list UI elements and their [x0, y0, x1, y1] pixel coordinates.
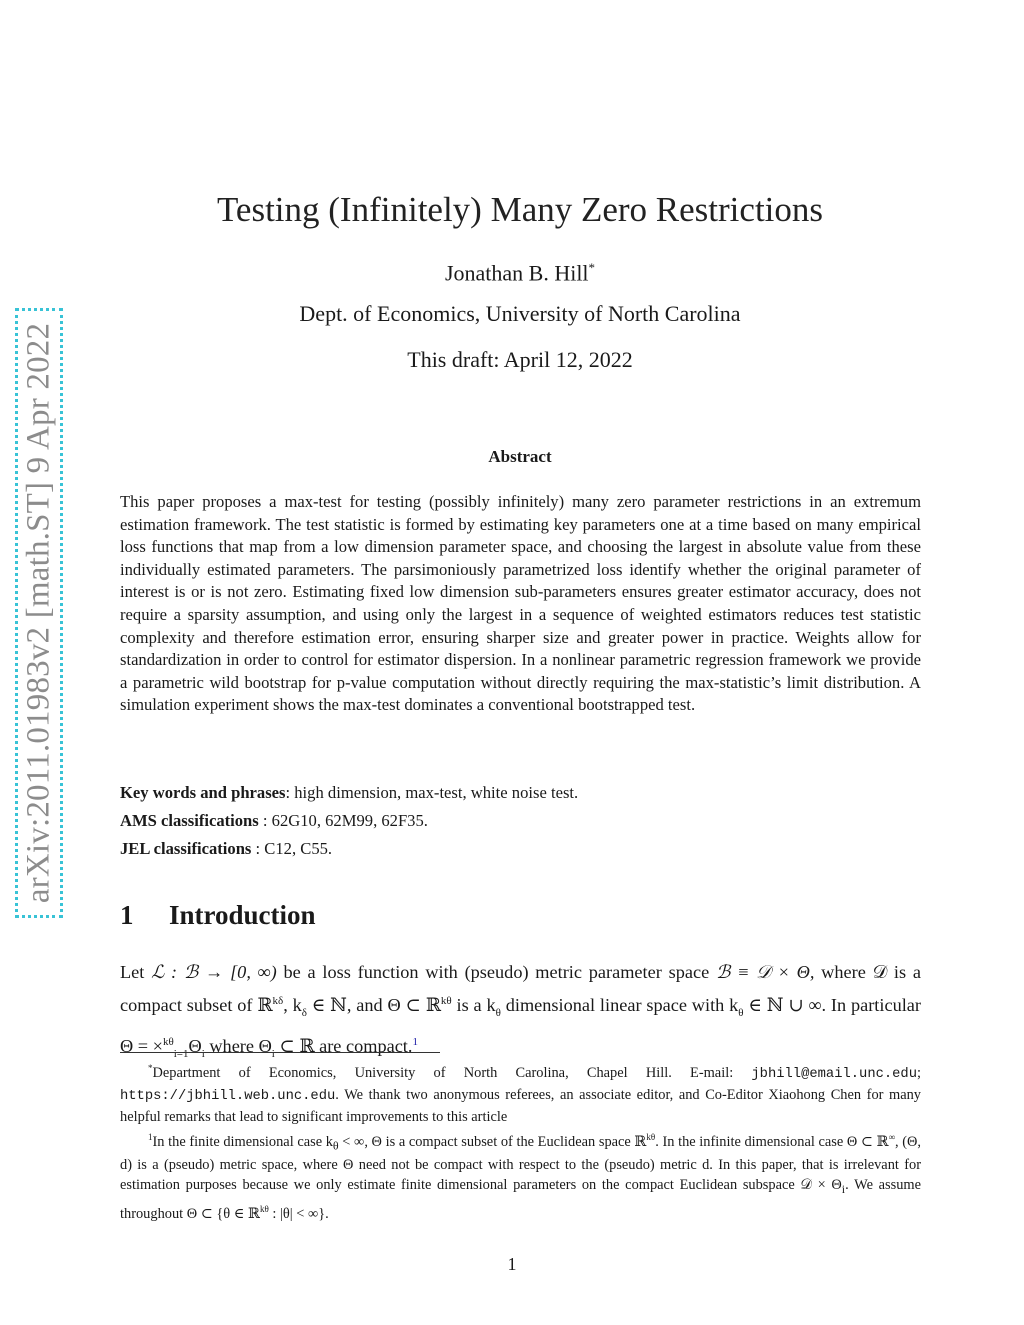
arxiv-identifier[interactable]: arXiv:2011.01983v2 [math.ST] 9 Apr 2022 — [20, 322, 57, 904]
footnote-rule — [120, 1052, 440, 1053]
keywords-line — [120, 783, 578, 803]
footnote-text: Department of Economics, University of North Carolina, Chapel Hill. E-mail: — [152, 1064, 752, 1081]
intro-sup: kθ — [162, 1035, 174, 1048]
homepage-link[interactable]: https://jbhill.web.unc.edu — [120, 1088, 336, 1104]
intro-sub: δ — [301, 1006, 307, 1019]
arxiv-stamp — [15, 308, 63, 918]
page-number: 1 — [507, 1254, 517, 1274]
intro-math: ℒ : ℬ → [0, ∞) — [151, 962, 277, 982]
ams-label: AMS classifications — [120, 811, 259, 830]
intro-sub: θ — [495, 1006, 501, 1019]
affiliation: Dept. of Economics, University of North Carolina — [299, 301, 741, 326]
footnote-sup: ∞ — [888, 1131, 895, 1142]
intro-text: ∈ ℕ ∪ ∞. In particular Θ = × — [120, 995, 921, 1056]
footnote-text: ; — [917, 1064, 921, 1081]
author-footnote-mark[interactable]: * — [588, 260, 596, 275]
footnote-text: In the finite dimensional case k — [152, 1133, 333, 1150]
abstract-text: This paper proposes a max-test for testing (possibly infinitely) many zero parameter restrictions in an extremum estimation framework. The test statistic is formed by estimating key parameters one at a time based on many empirical loss functions that map from a low dimension parameter space, and choosing the largest in absolute value from these individually estimated parameters. The parsimoniously parametrized loss identify whether the original parameter of interest is or is not zero. Estimating fixed low dimension sub-parameters ensures greater estimator accuracy, does not require a sparsity assumption, and using only the largest in a sequence of weighted estimators reduces test statistic complexity and therefore estimation error, ensuring sharper size and greater power in practice. Weights allow for standardization in order to control for estimator dispersion. In a nonlinear parametric regression framework we provide a parametric wild bootstrap for p-value computation without directly requiring the max-statistic’s limit distribution. A simulation experiment shows the max-test dominates a conventional bootstrapped test. — [120, 492, 921, 715]
intro-sup: kδ — [272, 995, 284, 1007]
intro-text: is a k — [451, 995, 496, 1016]
jel-line — [120, 839, 332, 859]
intro-text: ∈ ℕ, and Θ ⊂ ℝ — [306, 995, 441, 1016]
footnote-text: , (Θ, d) is a (pseudo) metric space, where Θ need not be compact with respect to the (pseudo) metric d. In this paper, that is irrelevant for estimation purposes because we only estimate finite dimensional parameters on the compact Euclidean subspace 𝒟 × Θ — [120, 1133, 922, 1194]
author-line — [120, 260, 920, 286]
footnote-sub: θ — [332, 1138, 339, 1153]
footnotes — [120, 1058, 921, 1224]
footnote-1-link[interactable]: 1 — [412, 1035, 418, 1048]
intro-sup: kθ — [440, 995, 452, 1007]
footnote-text: < ∞, Θ is a compact subset of the Euclidean space ℝ — [338, 1133, 647, 1150]
intro-text: Θ — [188, 1035, 202, 1056]
footnote-1 — [120, 1127, 921, 1224]
intro-sub: i — [201, 1047, 205, 1060]
jel-label: JEL classifications — [120, 839, 252, 858]
intro-text: be a loss function with (pseudo) metric parameter space — [276, 962, 716, 982]
jel-value: : C12, C55. — [251, 839, 333, 858]
paper-title: Testing (Infinitely) Many Zero Restrictions — [216, 190, 824, 229]
footnote-sup: kθ — [646, 1131, 656, 1142]
abstract-heading: Abstract — [488, 447, 552, 466]
intro-text: where 𝒟 is a compact subset of ℝ — [120, 962, 921, 1016]
intro-sub: θ — [738, 1006, 744, 1019]
intro-text: , k — [283, 995, 302, 1016]
keywords-value: : high dimension, max-test, white noise test. — [285, 783, 579, 802]
footnote-sup: kθ — [260, 1204, 269, 1215]
keywords-label: Key words and phrases — [120, 783, 286, 802]
footnote-sub: i — [841, 1182, 846, 1197]
footnote-text: . We assume throughout Θ ⊂ {θ ∈ ℝ — [120, 1177, 921, 1223]
ams-value: : 62G10, 62M99, 62F35. — [258, 811, 428, 830]
footnote-mark: * — [148, 1063, 153, 1073]
draft-date: This draft: April 12, 2022 — [407, 347, 633, 372]
author-name: Jonathan B. Hill — [444, 260, 589, 286]
intro-math: ℬ ≡ 𝒟 × Θ, — [715, 962, 815, 982]
intro-text: dimensional linear space with k — [500, 995, 739, 1016]
intro-text: Let — [120, 962, 152, 982]
email-link[interactable]: jbhill@email.unc.edu — [751, 1066, 917, 1082]
section-number: 1 — [120, 900, 134, 930]
footnote-text: : |θ| < ∞}. — [268, 1206, 329, 1223]
footnote-author — [120, 1058, 921, 1127]
footnote-text: . In the infinite dimensional case Θ ⊂ ℝ — [655, 1133, 889, 1150]
intro-text: where Θ — [204, 1035, 272, 1056]
footnote-text: . We thank two anonymous referees, an associate editor, and Co-Editor Xiaohong Chen for many helpful remarks that lead to significant improvements to this article — [120, 1086, 921, 1125]
section-title: Introduction — [169, 900, 316, 930]
ams-line — [120, 811, 428, 831]
intro-text: ⊂ ℝ are compact. — [274, 1035, 413, 1056]
intro-sub: i=1 — [173, 1047, 189, 1060]
footnote-mark: 1 — [148, 1131, 153, 1142]
intro-sub: i — [271, 1047, 275, 1060]
